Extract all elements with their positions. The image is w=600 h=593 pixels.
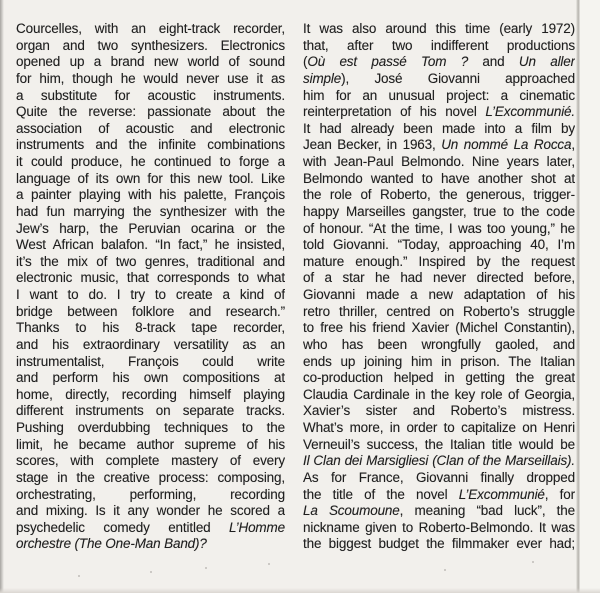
text-line <box>16 187 285 204</box>
body-text: What’s more, in order to capitalize on Henri <box>303 420 575 435</box>
text-line <box>303 437 575 454</box>
text-line <box>16 237 285 254</box>
body-text: of a star he had never directed before, <box>303 270 575 286</box>
body-text: a painter playing with his palette, François <box>16 187 285 203</box>
italic-title-text: L’Excommunié <box>458 486 545 502</box>
text-line <box>303 370 575 387</box>
text-line <box>16 536 285 553</box>
page-edge-shadow-bottom <box>0 588 600 593</box>
scan-speck <box>532 561 534 563</box>
body-text: It was also around this time (early 1972) <box>303 21 575 36</box>
italic-title-text: Un nommé La Rocca <box>441 137 572 153</box>
body-text: a substitute for acoustic instruments. <box>16 87 285 103</box>
body-text: and <box>468 54 519 70</box>
body-text: limit, he became author supreme of his <box>16 436 285 452</box>
text-line <box>303 121 575 138</box>
text-line <box>303 387 575 404</box>
text-line <box>16 88 285 105</box>
text-line <box>303 21 575 38</box>
body-text: him for an unusual project: a cinematic <box>303 87 575 103</box>
text-line <box>16 154 285 171</box>
italic-title-text: Où est passé Tom ? <box>307 54 469 70</box>
italic-title-text: L’Homme <box>229 519 285 535</box>
text-line <box>16 21 285 38</box>
text-line <box>16 121 285 138</box>
text-line <box>303 104 575 121</box>
body-text: Courcelles, with an eight-track recorder, <box>16 21 285 36</box>
page-right-margin <box>580 0 600 593</box>
page-edge-shadow-left <box>0 0 4 593</box>
text-line <box>16 437 285 454</box>
text-line <box>303 403 575 420</box>
text-line <box>16 104 285 121</box>
text-line <box>303 354 575 371</box>
text-line <box>303 88 575 105</box>
body-text: stage in the creative process: composing, <box>16 469 285 485</box>
text-line <box>16 370 285 387</box>
body-text: it’s the mix of two genres, traditional and <box>16 253 285 269</box>
body-text: It had already been made into a film by <box>303 120 575 136</box>
body-text: and his extraordinary versatility as an <box>16 336 285 352</box>
text-line <box>16 171 285 188</box>
body-text: Quite the reverse: passionate about the <box>16 104 285 120</box>
text-line <box>303 71 575 88</box>
body-text: Pushing overdubbing techniques to the <box>16 420 285 435</box>
text-line <box>16 520 285 537</box>
body-text: to free his friend Xavier (Michel Constantin), <box>303 320 575 336</box>
body-text: , for <box>544 486 575 502</box>
scan-speck <box>205 567 207 569</box>
body-text: organ and two synthesizers. Electronics <box>16 37 285 53</box>
body-text: told Giovanni. “Today, approaching 40, I’m <box>303 237 575 253</box>
body-text: As for France, Giovanni finally dropped <box>303 469 575 485</box>
body-text: Verneuil’s success, the Italian title would be <box>303 436 575 452</box>
text-line <box>303 536 575 553</box>
text-line <box>16 420 285 437</box>
text-line <box>16 137 285 154</box>
scan-speck <box>78 575 80 577</box>
italic-title-text: Il Clan dei Marsigliesi (Clan of the Marseillais). <box>303 453 575 469</box>
text-line <box>16 403 285 420</box>
text-column-left <box>16 21 285 553</box>
italic-title-text: simple <box>303 70 342 86</box>
body-text: the title of the novel <box>303 486 459 502</box>
body-text: psychedelic comedy entitled <box>16 519 230 535</box>
body-text: Xavier’s sister and Roberto’s mistress. <box>303 403 575 419</box>
body-text: Belmondo wanted to have another shot at <box>303 170 575 186</box>
text-line <box>16 487 285 504</box>
body-text: electronic music, that corresponds to what <box>16 270 285 286</box>
text-line <box>16 503 285 520</box>
text-line <box>303 287 575 304</box>
body-text: West African balafon. “In fact,” he insisted, <box>16 237 285 253</box>
text-line <box>303 520 575 537</box>
text-line <box>16 270 285 287</box>
body-text: bridge between folklore and research.” <box>16 303 285 319</box>
text-line <box>16 254 285 271</box>
scan-speck <box>444 569 446 571</box>
body-text: co-production helped in getting the great <box>303 370 575 386</box>
body-text: different instruments on separate tracks. <box>16 403 285 419</box>
body-text: and perform his own compositions at <box>16 370 285 386</box>
text-line <box>303 204 575 221</box>
text-line <box>16 470 285 487</box>
text-line <box>16 71 285 88</box>
body-text: , meaning “bad luck”, the <box>399 503 575 519</box>
body-text: Giovanni made a new adaptation of his <box>303 287 575 302</box>
text-line <box>16 54 285 71</box>
page-fold-line <box>576 0 580 593</box>
text-line <box>16 38 285 55</box>
text-line <box>303 171 575 188</box>
text-line <box>303 453 575 470</box>
body-text: home, directly, recording himself playing <box>16 386 285 402</box>
body-text: orchestrating, performing, recording <box>16 486 285 502</box>
body-text: instruments and the infinite combinations <box>16 137 285 153</box>
text-line <box>303 254 575 271</box>
body-text: ( <box>303 54 308 70</box>
body-text: for him, though he would never use it as <box>16 70 285 86</box>
text-line <box>303 503 575 520</box>
body-text: with Jean-Paul Belmondo. Nine years later, <box>303 154 575 169</box>
text-line <box>303 270 575 287</box>
italic-title-text: L’Excommunié. <box>485 104 575 120</box>
body-text: of honour. “At the time, I was too young,” he <box>303 220 575 236</box>
text-line <box>303 487 575 504</box>
italic-title-text: La Scoumoune <box>303 503 400 519</box>
body-text: instrumentalist, François could write <box>16 353 285 369</box>
body-text: Jew’s harp, the Peruvian ocarina or the <box>16 220 285 236</box>
text-line <box>16 204 285 221</box>
body-text: retro thriller, centred on Roberto’s struggle <box>303 303 575 319</box>
body-text: it could produce, he continued to forge a <box>16 154 285 169</box>
italic-title-text: Un aller <box>518 54 575 70</box>
body-text: nickname given to Roberto-Belmondo. It was <box>303 519 575 535</box>
text-line <box>303 304 575 321</box>
body-text: language of its own for this new tool. Like <box>16 170 285 186</box>
text-line <box>16 387 285 404</box>
text-line <box>303 420 575 437</box>
text-line <box>16 287 285 304</box>
text-line <box>16 304 285 321</box>
text-line <box>16 337 285 354</box>
body-text: , <box>571 137 575 153</box>
text-line <box>303 337 575 354</box>
body-text: who has been wrongfully gaoled, and <box>303 336 575 352</box>
text-line <box>16 453 285 470</box>
body-text: opened up a brand new world of sound <box>16 54 285 70</box>
body-text: I want to do. I try to create a kind of <box>16 287 285 302</box>
body-text: mature enough.” Inspired by the request <box>303 253 575 269</box>
italic-title-text: orchestre (The One-Man Band)? <box>16 536 207 552</box>
body-text: and mixing. Is it any wonder he scored a <box>16 503 285 519</box>
text-line <box>303 38 575 55</box>
text-line <box>303 221 575 238</box>
body-text: the biggest budget the filmmaker ever had; <box>303 536 575 552</box>
body-text: association of acoustic and electronic <box>16 120 285 136</box>
scan-speck <box>150 571 152 573</box>
body-text: Jean Becker, in 1963, <box>303 137 442 153</box>
body-text: that, after two indifferent productions <box>303 37 575 53</box>
body-text: scores, with complete mastery of every <box>16 453 285 469</box>
body-text: ends up joining him in prison. The Italian <box>303 353 575 369</box>
text-line <box>303 470 575 487</box>
text-line <box>16 320 285 337</box>
body-text: happy Marseilles gangster, true to the code <box>303 203 575 219</box>
text-line <box>16 354 285 371</box>
body-text: Claudia Cardinale in the key role of Georgia, <box>303 386 575 402</box>
body-text: Thanks to his 8-track tape recorder, <box>16 320 285 336</box>
scan-speck <box>268 563 270 565</box>
text-line <box>303 187 575 204</box>
text-column-right <box>303 21 575 553</box>
body-text: the role of Roberto, the generous, trigger- <box>303 187 575 203</box>
text-line <box>303 137 575 154</box>
body-text: ), José Giovanni approached <box>341 70 575 86</box>
text-line <box>303 54 575 71</box>
text-line <box>16 221 285 238</box>
text-line <box>303 237 575 254</box>
text-line <box>303 320 575 337</box>
text-line <box>303 154 575 171</box>
body-text: had fun marrying the synthesizer with the <box>16 203 285 219</box>
body-text: reinterpretation of his novel <box>303 104 486 120</box>
